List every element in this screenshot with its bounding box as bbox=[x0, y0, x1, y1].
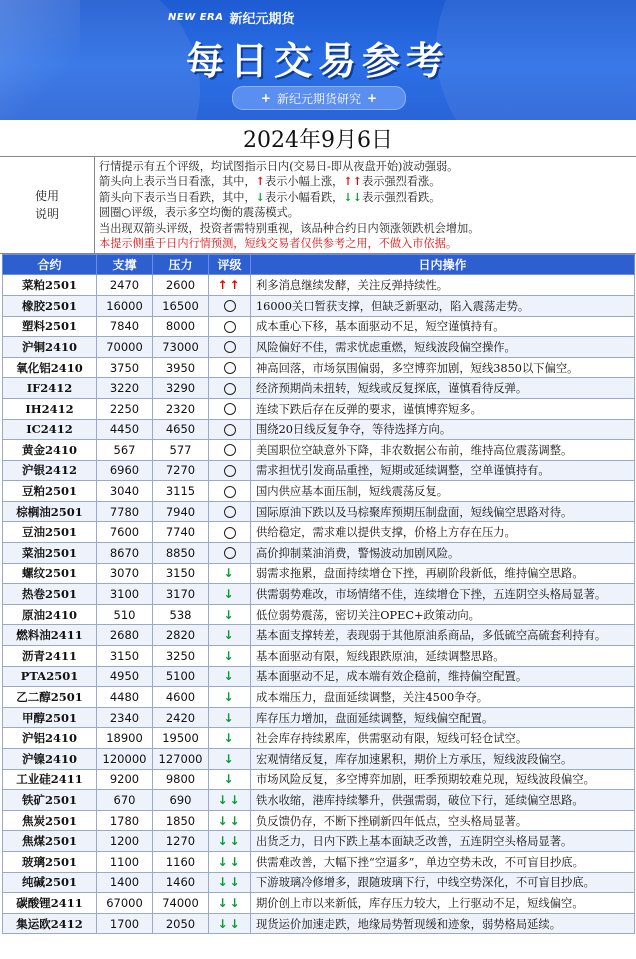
table-row bbox=[3, 584, 635, 605]
intraday-operation: 库存压力增加，盘面延续调整，短线偏空配置。 bbox=[251, 707, 635, 728]
support-value: 567 bbox=[97, 440, 153, 461]
table-row bbox=[3, 460, 635, 481]
rating-cell bbox=[209, 543, 251, 564]
usage-line: 箭头向下表示当日看跌，其中，↓表示小幅看跌，↓↓表示强烈看跌。 bbox=[99, 189, 441, 204]
intraday-operation: 供需难改善，大幅下挫“空逼多”，单边空势未改，不可盲目抄底。 bbox=[251, 851, 635, 872]
contract-name: PTA2501 bbox=[3, 666, 97, 687]
table-row bbox=[3, 913, 635, 934]
resistance-value: 1160 bbox=[153, 851, 209, 872]
usage-label-line: 说明 bbox=[34, 207, 59, 222]
resistance-value: 3250 bbox=[153, 646, 209, 667]
down-arrow-icon: ↓ bbox=[223, 607, 236, 622]
neutral-circle-icon bbox=[224, 383, 236, 395]
report-date: 2024年9月6日 bbox=[0, 120, 636, 157]
table-row bbox=[3, 295, 635, 316]
contract-name: 纯碱2501 bbox=[3, 872, 97, 893]
intraday-operation: 美国职位空缺意外下降，非农数据公布前，维持高位震荡调整。 bbox=[251, 440, 635, 461]
table-row bbox=[3, 378, 635, 399]
rating-cell bbox=[209, 749, 251, 770]
rating-cell bbox=[209, 295, 251, 316]
resistance-value: 3150 bbox=[153, 563, 209, 584]
table-row bbox=[3, 872, 635, 893]
support-value: 1100 bbox=[97, 851, 153, 872]
brand bbox=[168, 8, 295, 27]
intraday-operation: 期价创上市以来新低，库存压力较大，上行驱动不足，短线偏空。 bbox=[251, 893, 635, 914]
rating-cell bbox=[209, 584, 251, 605]
resistance-value: 4600 bbox=[153, 687, 209, 708]
intraday-operation: 国内供应基本面压制，短线震荡反复。 bbox=[251, 481, 635, 502]
contract-name: 沪铜2410 bbox=[3, 337, 97, 358]
trading-table bbox=[2, 254, 635, 934]
rating-cell bbox=[209, 893, 251, 914]
resistance-value: 4650 bbox=[153, 419, 209, 440]
plus-icon: + bbox=[260, 91, 271, 105]
table-header-row bbox=[3, 255, 635, 275]
table-row bbox=[3, 831, 635, 852]
down-arrow-icon: ↓ bbox=[223, 648, 236, 663]
support-value: 1400 bbox=[97, 872, 153, 893]
table-row bbox=[3, 419, 635, 440]
table-row bbox=[3, 728, 635, 749]
rating-cell bbox=[209, 913, 251, 934]
contract-name: IF2412 bbox=[3, 378, 97, 399]
rating-cell bbox=[209, 707, 251, 728]
table-row bbox=[3, 810, 635, 831]
support-value: 8670 bbox=[97, 543, 153, 564]
table-row bbox=[3, 666, 635, 687]
intraday-operation: 风险偏好不佳，需求忧虑重燃，短线波段偏空操作。 bbox=[251, 337, 635, 358]
resistance-value: 2320 bbox=[153, 398, 209, 419]
contract-name: 橡胶2501 bbox=[3, 295, 97, 316]
page-title: 每日交易参考 bbox=[185, 39, 450, 83]
intraday-operation: 连续下跌后存在反弹的要求，谨慎博弈短多。 bbox=[251, 398, 635, 419]
resistance-value: 3950 bbox=[153, 357, 209, 378]
contract-name: 菜粕2501 bbox=[3, 275, 97, 296]
neutral-circle-icon bbox=[224, 465, 236, 477]
down-arrow-icon: ↓ bbox=[223, 628, 236, 643]
support-value: 510 bbox=[97, 604, 153, 625]
contract-name: IC2412 bbox=[3, 419, 97, 440]
contract-name: 氧化铝2410 bbox=[3, 357, 97, 378]
contract-name: 热卷2501 bbox=[3, 584, 97, 605]
contract-name: 碳酸锂2411 bbox=[3, 893, 97, 914]
neutral-circle-icon bbox=[224, 527, 236, 539]
rating-cell bbox=[209, 357, 251, 378]
rating-cell bbox=[209, 810, 251, 831]
rating-cell bbox=[209, 769, 251, 790]
table-row bbox=[3, 687, 635, 708]
table-row bbox=[3, 543, 635, 564]
contract-name: 铁矿2501 bbox=[3, 790, 97, 811]
header-rating: 评级 bbox=[209, 255, 251, 275]
header-contract: 合约 bbox=[3, 255, 97, 275]
down-arrow-icon: ↓ bbox=[223, 669, 236, 684]
support-value: 7840 bbox=[97, 316, 153, 337]
intraday-operation: 基本面驱动不足，成本端有效企稳前，维持偏空配置。 bbox=[251, 666, 635, 687]
neutral-circle-icon bbox=[224, 300, 236, 312]
contract-name: 黄金2410 bbox=[3, 440, 97, 461]
intraday-operation: 出货乏力，日内下跌上基本面缺乏改善，五连阴空头格局显著。 bbox=[251, 831, 635, 852]
support-value: 3220 bbox=[97, 378, 153, 399]
resistance-value: 9800 bbox=[153, 769, 209, 790]
support-value: 7780 bbox=[97, 501, 153, 522]
brand-name: 新纪元期货 bbox=[229, 12, 295, 27]
contract-name: 集运欧2412 bbox=[3, 913, 97, 934]
subtitle-text: 新纪元期货研究 bbox=[276, 91, 361, 106]
support-value: 1700 bbox=[97, 913, 153, 934]
intraday-operation: 宏观情绪反复，库存加速累积，期价上方承压，短线波段偏空。 bbox=[251, 749, 635, 770]
resistance-value: 74000 bbox=[153, 893, 209, 914]
usage-label bbox=[0, 157, 95, 253]
double-down-arrow-icon: ↓↓ bbox=[217, 916, 242, 931]
table-row bbox=[3, 481, 635, 502]
intraday-operation: 围绕20日线反复争夺，等待选择方向。 bbox=[251, 419, 635, 440]
table-row bbox=[3, 398, 635, 419]
contract-name: 玻璃2501 bbox=[3, 851, 97, 872]
support-value: 7600 bbox=[97, 522, 153, 543]
intraday-operation: 负反馈仍存，不断下挫刷新四年低点，空头格局显著。 bbox=[251, 810, 635, 831]
neutral-circle-icon bbox=[224, 506, 236, 518]
rating-cell bbox=[209, 481, 251, 502]
support-value: 2250 bbox=[97, 398, 153, 419]
intraday-operation: 供给稳定，需求难以提供支撑，价格上方存在压力。 bbox=[251, 522, 635, 543]
intraday-operation: 需求担忧引发商品重挫，短期或延续调整，空单谨慎持有。 bbox=[251, 460, 635, 481]
subtitle-pill bbox=[232, 86, 406, 110]
double-down-arrow-icon: ↓↓ bbox=[217, 813, 242, 828]
resistance-value: 8000 bbox=[153, 316, 209, 337]
contract-name: 沪镍2410 bbox=[3, 749, 97, 770]
rating-cell bbox=[209, 851, 251, 872]
resistance-value: 1850 bbox=[153, 810, 209, 831]
neutral-circle-icon bbox=[224, 444, 236, 456]
rating-cell bbox=[209, 687, 251, 708]
support-value: 2340 bbox=[97, 707, 153, 728]
support-value: 4450 bbox=[97, 419, 153, 440]
intraday-operation: 神高回落，市场氛围偏弱，多空博弈加剧，短线3850以下偏空。 bbox=[251, 357, 635, 378]
intraday-operation: 16000关口暂获支撑，但缺乏新驱动，陷入震荡走势。 bbox=[251, 295, 635, 316]
down-arrow-icon: ↓ bbox=[223, 772, 236, 787]
intraday-operation: 社会库存持续累库，供需驱动有限，短线可轻仓试空。 bbox=[251, 728, 635, 749]
table-row bbox=[3, 625, 635, 646]
down-arrow-icon: ↓ bbox=[223, 731, 236, 746]
rating-cell bbox=[209, 419, 251, 440]
intraday-operation: 低位弱势震荡，密切关注OPEC+政策动向。 bbox=[251, 604, 635, 625]
rating-cell bbox=[209, 316, 251, 337]
table-row bbox=[3, 646, 635, 667]
support-value: 3150 bbox=[97, 646, 153, 667]
resistance-value: 3115 bbox=[153, 481, 209, 502]
resistance-value: 3170 bbox=[153, 584, 209, 605]
table-body bbox=[3, 275, 635, 934]
header-support: 支撑 bbox=[97, 255, 153, 275]
support-value: 2680 bbox=[97, 625, 153, 646]
rating-cell bbox=[209, 666, 251, 687]
resistance-value: 19500 bbox=[153, 728, 209, 749]
usage-label-line: 使用 bbox=[34, 189, 59, 204]
resistance-value: 7270 bbox=[153, 460, 209, 481]
table-row bbox=[3, 604, 635, 625]
contract-name: IH2412 bbox=[3, 398, 97, 419]
header-resistance: 压力 bbox=[153, 255, 209, 275]
neutral-circle-icon bbox=[224, 341, 236, 353]
down-arrow-icon: ↓ bbox=[223, 566, 236, 581]
table-row bbox=[3, 357, 635, 378]
table-row bbox=[3, 749, 635, 770]
neutral-circle-icon bbox=[224, 321, 236, 333]
down-arrow-icon: ↓ bbox=[223, 587, 236, 602]
support-value: 120000 bbox=[97, 749, 153, 770]
support-value: 1780 bbox=[97, 810, 153, 831]
resistance-value: 5100 bbox=[153, 666, 209, 687]
resistance-value: 690 bbox=[153, 790, 209, 811]
contract-name: 原油2410 bbox=[3, 604, 97, 625]
resistance-value: 577 bbox=[153, 440, 209, 461]
double-up-arrow-icon: ↑↑ bbox=[217, 278, 242, 293]
rating-cell bbox=[209, 275, 251, 296]
resistance-value: 2420 bbox=[153, 707, 209, 728]
usage-line: 本提示侧重于日内行情预测，短线交易者仅供参考之用，不做入市依据。 bbox=[99, 236, 458, 250]
intraday-operation: 国际原油下跌以及马棕聚库预期压制盘面，短线偏空思路对待。 bbox=[251, 501, 635, 522]
resistance-value: 538 bbox=[153, 604, 209, 625]
rating-cell bbox=[209, 378, 251, 399]
resistance-value: 2600 bbox=[153, 275, 209, 296]
resistance-value: 127000 bbox=[153, 749, 209, 770]
intraday-operation: 基本面支撑转差，表现弱于其他原油系商品，多低硫空高硫套利持有。 bbox=[251, 625, 635, 646]
contract-name: 棕榈油2501 bbox=[3, 501, 97, 522]
neutral-circle-icon bbox=[224, 547, 236, 559]
contract-name: 豆粕2501 bbox=[3, 481, 97, 502]
usage-section bbox=[0, 157, 636, 254]
usage-line: 箭头向上表示当日看涨，其中，↑表示小幅上涨，↑↑表示强烈看涨。 bbox=[99, 174, 441, 189]
resistance-value: 2050 bbox=[153, 913, 209, 934]
rating-cell bbox=[209, 440, 251, 461]
neutral-circle-icon bbox=[224, 362, 236, 374]
support-value: 1200 bbox=[97, 831, 153, 852]
support-value: 4480 bbox=[97, 687, 153, 708]
intraday-operation: 高价抑制菜油消费，警惕波动加剧风险。 bbox=[251, 543, 635, 564]
neutral-circle-icon bbox=[224, 424, 236, 436]
double-down-arrow-icon: ↓↓ bbox=[217, 875, 242, 890]
rating-cell bbox=[209, 522, 251, 543]
table-row bbox=[3, 316, 635, 337]
table-row bbox=[3, 893, 635, 914]
down-arrow-icon: ↓ bbox=[223, 710, 236, 725]
down-arrow-icon: ↓ bbox=[223, 751, 236, 766]
brand-logo: NEW ERA bbox=[168, 12, 224, 23]
resistance-value: 1270 bbox=[153, 831, 209, 852]
rating-cell bbox=[209, 831, 251, 852]
rating-cell bbox=[209, 501, 251, 522]
table-row bbox=[3, 501, 635, 522]
support-value: 670 bbox=[97, 790, 153, 811]
rating-cell bbox=[209, 398, 251, 419]
table-row bbox=[3, 522, 635, 543]
resistance-value: 7740 bbox=[153, 522, 209, 543]
resistance-value: 16500 bbox=[153, 295, 209, 316]
resistance-value: 1460 bbox=[153, 872, 209, 893]
double-down-arrow-icon: ↓↓ bbox=[217, 854, 242, 869]
resistance-value: 3290 bbox=[153, 378, 209, 399]
down-arrow-icon: ↓ bbox=[223, 690, 236, 705]
contract-name: 甲醇2501 bbox=[3, 707, 97, 728]
double-down-arrow-icon: ↓↓ bbox=[217, 895, 242, 910]
double-down-arrow-icon: ↓↓ bbox=[217, 834, 242, 849]
intraday-operation: 下游玻璃冷修增多，跟随玻璃下行，中线空势深化，不可盲目抄底。 bbox=[251, 872, 635, 893]
intraday-operation: 铁水收缩，港库持续攀升，供强需弱，破位下行，延续偏空思路。 bbox=[251, 790, 635, 811]
usage-lines bbox=[95, 157, 636, 253]
rating-cell bbox=[209, 337, 251, 358]
usage-line: 行情提示有五个评级，均试图指示日内(交易日-即从夜盘开始)波动强弱。 bbox=[99, 160, 459, 173]
usage-line: 圆圈○评级，表示多空均衡的震荡模式。 bbox=[99, 206, 299, 220]
contract-name: 塑料2501 bbox=[3, 316, 97, 337]
support-value: 3100 bbox=[97, 584, 153, 605]
support-value: 18900 bbox=[97, 728, 153, 749]
table-row bbox=[3, 563, 635, 584]
resistance-value: 8850 bbox=[153, 543, 209, 564]
usage-line: 当出现双箭头评级，投资者需特别重视，该品种合约日内领涨领跌机会增加。 bbox=[99, 221, 480, 235]
support-value: 3070 bbox=[97, 563, 153, 584]
table-row bbox=[3, 790, 635, 811]
intraday-operation: 经济预期尚未扭转，短线或反复探底，谨慎看待反弹。 bbox=[251, 378, 635, 399]
intraday-operation: 现货运价加速走跌，地缘局势暂现缓和迹象，弱势格局延续。 bbox=[251, 913, 635, 934]
rating-cell bbox=[209, 728, 251, 749]
contract-name: 沪铝2410 bbox=[3, 728, 97, 749]
contract-name: 沪银2412 bbox=[3, 460, 97, 481]
resistance-value: 7940 bbox=[153, 501, 209, 522]
contract-name: 焦煤2501 bbox=[3, 831, 97, 852]
support-value: 9200 bbox=[97, 769, 153, 790]
rating-cell bbox=[209, 625, 251, 646]
contract-name: 沥青2411 bbox=[3, 646, 97, 667]
plus-icon: + bbox=[367, 91, 378, 105]
table-row bbox=[3, 851, 635, 872]
support-value: 16000 bbox=[97, 295, 153, 316]
support-value: 4950 bbox=[97, 666, 153, 687]
contract-name: 燃料油2411 bbox=[3, 625, 97, 646]
neutral-circle-icon bbox=[224, 403, 236, 415]
resistance-value: 73000 bbox=[153, 337, 209, 358]
table-row bbox=[3, 337, 635, 358]
rating-cell bbox=[209, 790, 251, 811]
intraday-operation: 成本端压力，盘面延续调整，关注4500争夺。 bbox=[251, 687, 635, 708]
intraday-operation: 成本重心下移，基本面驱动不足，短空谨慎持有。 bbox=[251, 316, 635, 337]
table-row bbox=[3, 707, 635, 728]
contract-name: 焦炭2501 bbox=[3, 810, 97, 831]
rating-cell bbox=[209, 563, 251, 584]
contract-name: 工业硅2411 bbox=[3, 769, 97, 790]
support-value: 2470 bbox=[97, 275, 153, 296]
table-row bbox=[3, 769, 635, 790]
intraday-operation: 弱需求拖累，盘面持续增仓下挫，再刷阶段新低，维持偏空思路。 bbox=[251, 563, 635, 584]
table-row bbox=[3, 275, 635, 296]
support-value: 3040 bbox=[97, 481, 153, 502]
header-intraday-operation: 日内操作 bbox=[251, 255, 635, 275]
intraday-operation: 市场风险反复，多空博弈加剧，旺季预期较难兑现，短线波段偏空。 bbox=[251, 769, 635, 790]
neutral-circle-icon bbox=[224, 486, 236, 498]
rating-cell bbox=[209, 872, 251, 893]
support-value: 6960 bbox=[97, 460, 153, 481]
support-value: 67000 bbox=[97, 893, 153, 914]
rating-cell bbox=[209, 604, 251, 625]
resistance-value: 2820 bbox=[153, 625, 209, 646]
rating-cell bbox=[209, 646, 251, 667]
contract-name: 豆油2501 bbox=[3, 522, 97, 543]
contract-name: 菜油2501 bbox=[3, 543, 97, 564]
double-down-arrow-icon: ↓↓ bbox=[217, 792, 242, 807]
intraday-operation: 供需弱势难改，市场情绪不佳，连续增仓下挫，五连阴空头格局显著。 bbox=[251, 584, 635, 605]
intraday-operation: 基本面驱动有限，短线跟跌原油，延续调整思路。 bbox=[251, 646, 635, 667]
intraday-operation: 利多消息继续发酵，关注反弹持续性。 bbox=[251, 275, 635, 296]
table-row bbox=[3, 440, 635, 461]
support-value: 3750 bbox=[97, 357, 153, 378]
support-value: 70000 bbox=[97, 337, 153, 358]
header-banner bbox=[0, 0, 636, 120]
contract-name: 乙二醇2501 bbox=[3, 687, 97, 708]
contract-name: 螺纹2501 bbox=[3, 563, 97, 584]
rating-cell bbox=[209, 460, 251, 481]
